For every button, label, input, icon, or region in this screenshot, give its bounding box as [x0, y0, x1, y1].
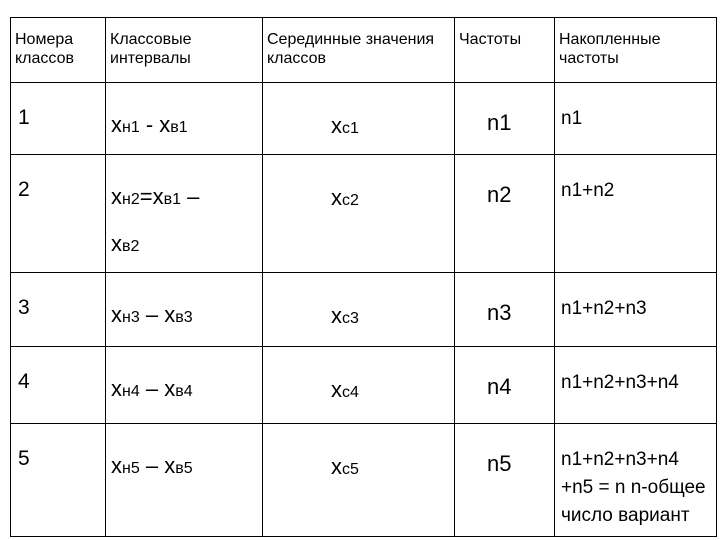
header-frequencies: Частоты — [455, 18, 555, 83]
class-number-cell: 2 — [11, 154, 106, 272]
frequency-table — [10, 17, 717, 537]
interval-cell: xн2=xв1 – xв2 — [106, 154, 263, 272]
interval-cell: xн4 – xв4 — [106, 346, 263, 423]
cumulative-cell: n1+n2+n3 — [555, 272, 717, 346]
header-class-midpoints: Серединные значения классов — [263, 18, 455, 83]
table-row — [11, 346, 717, 423]
midpoint-cell: xс5 — [263, 423, 455, 536]
midpoint-cell: xс3 — [263, 272, 455, 346]
frequency-cell: n2 — [455, 154, 555, 272]
table-row — [11, 272, 717, 346]
midpoint-cell: xс2 — [263, 154, 455, 272]
frequency-cell: n4 — [455, 346, 555, 423]
midpoint-cell: xс4 — [263, 346, 455, 423]
header-class-intervals: Классовые интервалы — [106, 18, 263, 83]
midpoint-cell: xс1 — [263, 82, 455, 154]
class-number-cell: 3 — [11, 272, 106, 346]
frequency-cell: n3 — [455, 272, 555, 346]
table-row — [11, 154, 717, 272]
interval-cell: xн1 - xв1 — [106, 82, 263, 154]
table-row — [11, 423, 717, 536]
class-number-cell: 1 — [11, 82, 106, 154]
class-number-cell: 5 — [11, 423, 106, 536]
interval-cell: xн5 – xв5 — [106, 423, 263, 536]
header-cumulative: Накопленные частоты — [555, 18, 717, 83]
frequency-cell: n1 — [455, 82, 555, 154]
header-class-number: Номера классов — [11, 18, 106, 83]
frequency-cell: n5 — [455, 423, 555, 536]
cumulative-cell: n1+n2+n3+n4 +n5 = n n-общее число вариант — [555, 423, 717, 536]
class-number-cell: 4 — [11, 346, 106, 423]
cumulative-cell: n1+n2+n3+n4 — [555, 346, 717, 423]
table-row — [11, 82, 717, 154]
cumulative-cell: n1 — [555, 82, 717, 154]
interval-cell: xн3 – xв3 — [106, 272, 263, 346]
header-row — [11, 18, 717, 83]
cumulative-cell: n1+n2 — [555, 154, 717, 272]
